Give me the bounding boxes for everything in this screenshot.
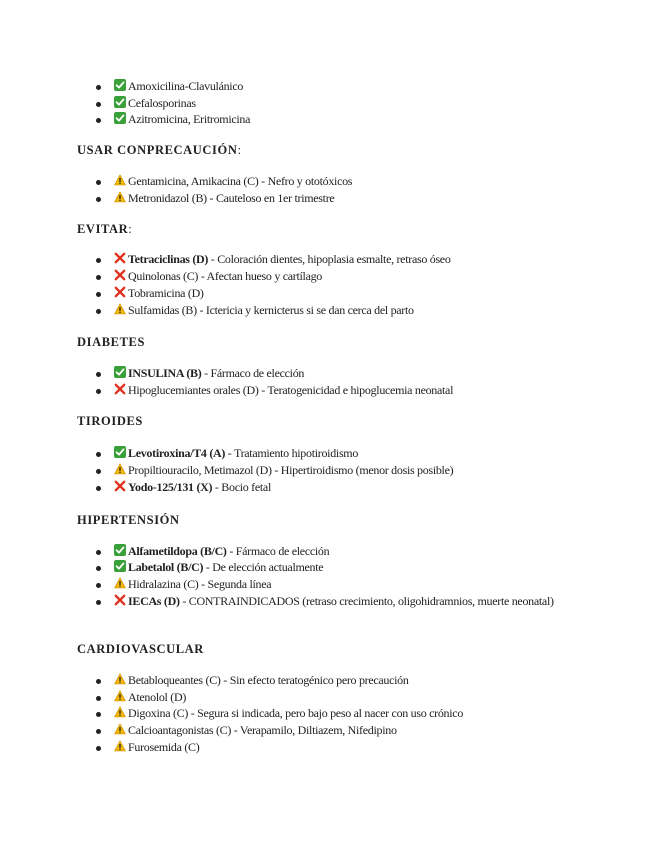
cross-icon (114, 594, 126, 606)
list-item: Yodo-125/131 (X) - Bocio fetal (114, 479, 584, 496)
cross-icon (114, 480, 126, 492)
list-item: Tetraciclinas (D) - Coloración dientes, hipoplasia esmalte, retraso óseo (114, 251, 584, 268)
warning-icon (114, 690, 126, 702)
check-icon (114, 96, 126, 108)
warning-icon (114, 174, 126, 186)
cross-icon (114, 252, 126, 264)
list-item: Sulfamidas (B) - Ictericia y kernicterus si se dan cerca del parto (114, 302, 584, 319)
section-heading-diabetes: DIABETES (77, 335, 146, 349)
list-item: Propiltiouracilo, Metimazol (D) - Hipertiroidismo (menor dosis posible) (114, 462, 584, 479)
list-item: Hipoglucemiantes orales (D) - Teratogenicidad e hipoglucemia neonatal (114, 382, 584, 399)
list-item: INSULINA (B) - Fármaco de elección (114, 365, 584, 382)
warning-icon (114, 577, 126, 589)
list-item: Tobramicina (D) (114, 285, 584, 302)
list-item: Labetalol (B/C) - De elección actualmente (114, 559, 584, 576)
warning-icon (114, 303, 126, 315)
warning-icon (114, 706, 126, 718)
cross-icon (114, 286, 126, 298)
warning-icon (114, 673, 126, 685)
list-item: Hidralazina (C) - Segunda línea (114, 576, 584, 593)
check-icon (114, 446, 126, 458)
section-heading-precaucion: USAR CONPRECAUCIÓN: (77, 143, 241, 157)
warning-icon (114, 463, 126, 475)
list-item: Betabloqueantes (C) - Sin efecto teratogénico pero precaución (114, 672, 584, 689)
list-item: Alfametildopa (B/C) - Fármaco de elección (114, 543, 584, 560)
list-item: Digoxina (C) - Segura si indicada, pero bajo peso al nacer con uso crónico (114, 705, 584, 722)
section-heading-evitar: EVITAR: (77, 222, 132, 236)
section-heading-hipertension: HIPERTENSIÓN (77, 513, 180, 527)
list-item: Gentamicina, Amikacina (C) - Nefro y ototóxicos (114, 173, 584, 190)
list-item: Furosemida (C) (114, 739, 584, 756)
list-item: Calcioantagonistas (C) - Verapamilo, Diltiazem, Nifedipino (114, 722, 584, 739)
check-icon (114, 544, 126, 556)
list-item: Levotiroxina/T4 (A) - Tratamiento hipotiroidismo (114, 445, 584, 462)
section-heading-tiroides: TIROIDES (77, 414, 143, 428)
warning-icon (114, 723, 126, 735)
check-icon (114, 112, 126, 124)
list-item: IECAs (D) - CONTRAINDICADOS (retraso crecimiento, oligohidramnios, muerte neonatal) (114, 593, 574, 610)
list-item: Cefalosporinas (114, 95, 584, 112)
warning-icon (114, 191, 126, 203)
section-heading-cardiovascular: CARDIOVASCULAR (77, 642, 204, 656)
list-item: Amoxicilina-Clavulánico (114, 78, 584, 95)
cross-icon (114, 383, 126, 395)
warning-icon (114, 740, 126, 752)
list-item: Quinolonas (C) - Afectan hueso y cartílago (114, 268, 584, 285)
cross-icon (114, 269, 126, 281)
check-icon (114, 366, 126, 378)
check-icon (114, 560, 126, 572)
check-icon (114, 79, 126, 91)
list-item: Atenolol (D) (114, 689, 584, 706)
list-item: Metronidazol (B) - Cauteloso en 1er trimestre (114, 190, 584, 207)
list-item: Azitromicina, Eritromicina (114, 111, 584, 128)
